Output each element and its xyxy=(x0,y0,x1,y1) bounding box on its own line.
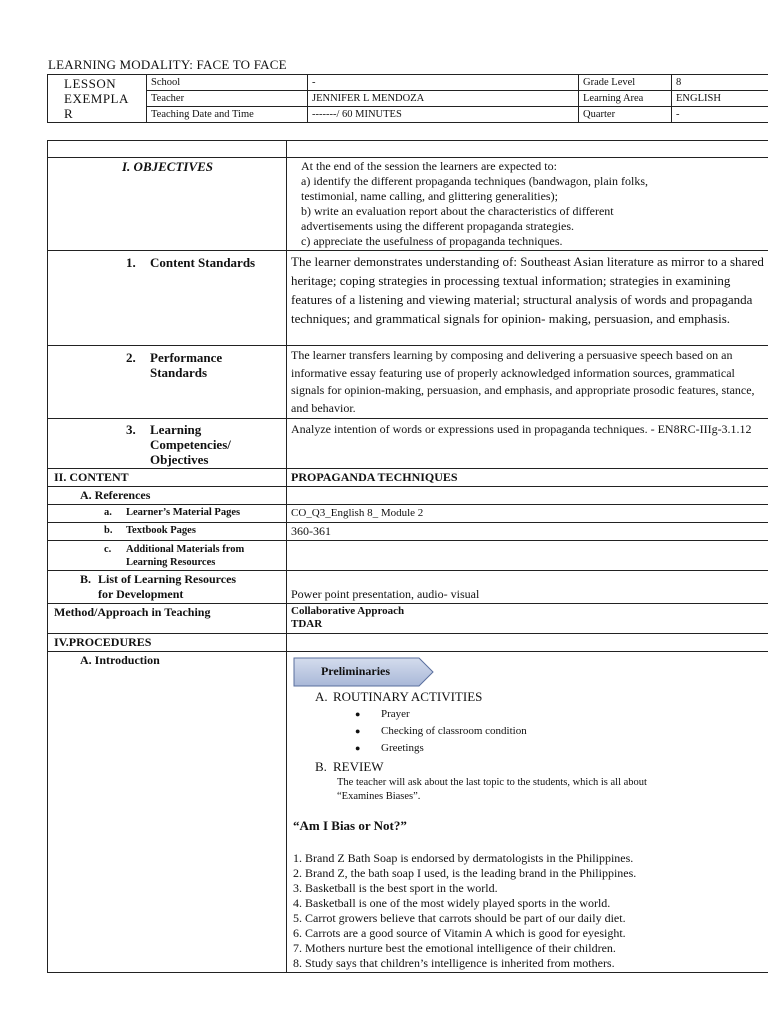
additional-materials-label-cell xyxy=(48,541,287,571)
objectives-line: b) write an evaluation report about the characteristics of different xyxy=(301,204,614,218)
list-item xyxy=(355,740,767,757)
review-heading xyxy=(291,759,767,774)
learning-area-value: ENGLISH xyxy=(672,91,768,107)
item-number: 2. xyxy=(126,350,136,365)
quarter-value: - xyxy=(672,107,768,123)
learning-resources-value: Power point presentation, audio- visual xyxy=(287,571,768,604)
learning-competencies-label: Competencies/ xyxy=(150,437,231,452)
teacher-label: Teacher xyxy=(147,91,308,107)
school-value: - xyxy=(308,75,579,91)
quiz-item: 8. Study says that children’s intelligence is inherited from mothers. xyxy=(293,956,615,970)
review-line: “Examines Biases”. xyxy=(337,791,421,802)
quiz-item: 5. Carrot growers believe that carrots should be part of our daily diet. xyxy=(293,911,626,925)
date-time-value: -------/ 60 MINUTES xyxy=(308,107,579,123)
page-title: LEARNING MODALITY: FACE TO FACE xyxy=(48,57,287,72)
textbook-pages-value: 360-361 xyxy=(287,523,768,541)
lesson-plan-table xyxy=(47,140,768,973)
date-time-label: Teaching Date and Time xyxy=(147,107,308,123)
school-label: School xyxy=(147,75,308,91)
method-value: Collaborative Approach xyxy=(291,605,405,617)
content-standards-label-cell xyxy=(48,251,287,346)
learning-competencies-label: Objectives xyxy=(150,452,209,467)
quiz-item: 6. Carrots are a good source of Vitamin A which is good for eyesight. xyxy=(293,926,626,940)
objectives-text xyxy=(287,158,768,251)
learning-resources-label: for Development xyxy=(98,587,184,601)
blank-cell xyxy=(287,487,768,505)
lesson-line: EXEMPLA xyxy=(64,91,129,106)
list-item xyxy=(355,723,767,740)
method-label: Method/Approach in Teaching xyxy=(48,604,287,634)
blank-cell xyxy=(287,634,768,652)
lesson-line: R xyxy=(64,106,74,121)
lm-pages-value: CO_Q3_English 8_ Module 2 xyxy=(287,505,768,523)
grade-level-label: Grade Level xyxy=(579,75,672,91)
routinary-list xyxy=(291,706,767,757)
references-heading: A. References xyxy=(48,487,287,505)
list-item-text: Greetings xyxy=(381,742,424,754)
performance-standards-label: Performance xyxy=(150,350,223,365)
item-letter: B. xyxy=(80,572,92,586)
lesson-line: LESSON xyxy=(64,76,117,91)
quiz-list xyxy=(291,851,767,971)
list-item-text: Prayer xyxy=(381,708,410,720)
learning-competencies-label-cell xyxy=(48,419,287,469)
grade-level-value: 8 xyxy=(672,75,768,91)
lesson-header-table xyxy=(47,74,768,123)
blank-cell xyxy=(48,141,287,158)
additional-materials-label: Additional Materials from xyxy=(126,544,245,555)
additional-materials-label: Learning Resources xyxy=(126,557,216,568)
quiz-item: 2. Brand Z, the bath soap I used, is the leading brand in the Philippines. xyxy=(293,866,637,880)
review-title: REVIEW xyxy=(333,759,384,774)
learning-resources-label: List of Learning Resources xyxy=(98,572,237,586)
quiz-item: 1. Brand Z Bath Soap is endorsed by dermatologists in the Philippines. xyxy=(293,851,634,865)
content-standards-text: The learner demonstrates understanding of: Southeast Asian literature as mirror to a shared heritage; coping strategies in processing textual information; strategies in examining features of a listening and viewing material; structural analysis of words and propaganda techniques; and grammatical signals for opinion- making, persuasion, and emphasis. xyxy=(287,251,768,346)
lm-pages-label-cell xyxy=(48,505,287,523)
introduction-label: A. Introduction xyxy=(48,652,287,973)
bullet-icon: ● xyxy=(355,743,361,753)
item-letter: B. xyxy=(315,759,327,774)
review-text xyxy=(291,776,767,804)
item-number: 3. xyxy=(126,422,136,437)
preliminaries-banner xyxy=(293,657,767,689)
routinary-title: ROUTINARY ACTIVITIES xyxy=(333,689,483,704)
objectives-line: At the end of the session the learners are expected to: xyxy=(301,159,557,173)
additional-materials-value xyxy=(287,541,768,571)
item-letter: b. xyxy=(104,525,113,536)
method-value-cell xyxy=(287,604,768,634)
quiz-item: 4. Basketball is one of the most widely played sports in the world. xyxy=(293,896,611,910)
teacher-value: JENNIFER L MENDOZA xyxy=(308,91,579,107)
method-value: TDAR xyxy=(291,618,323,630)
review-line: The teacher will ask about the last topic to the students, which is all about xyxy=(337,777,647,788)
item-number: 1. xyxy=(126,255,136,270)
item-letter: c. xyxy=(104,544,112,555)
item-letter: a. xyxy=(104,507,112,518)
lesson-exemplar-label xyxy=(48,75,147,123)
preliminaries-label: Preliminaries xyxy=(320,664,391,678)
bullet-icon: ● xyxy=(355,709,361,719)
textbook-pages-label: Textbook Pages xyxy=(126,525,196,536)
content-value: PROPAGANDA TECHNIQUES xyxy=(287,469,768,487)
learning-competencies-text: Analyze intention of words or expressions used in propaganda techniques. - EN8RC-IIIg-3.1.12 xyxy=(287,419,768,469)
content-standards-label: Content Standards xyxy=(150,255,256,270)
learning-area-label: Learning Area xyxy=(579,91,672,107)
item-letter: A. xyxy=(315,689,328,704)
objectives-line: c) appreciate the usefulness of propaganda techniques. xyxy=(301,234,563,248)
content-heading: II. CONTENT xyxy=(48,469,287,487)
performance-standards-label-cell xyxy=(48,346,287,419)
objectives-line: a) identify the different propaganda techniques (bandwagon, plain folks, xyxy=(301,174,648,188)
routinary-heading xyxy=(291,689,767,704)
procedures-heading: IV.PROCEDURES xyxy=(48,634,287,652)
list-item-text: Checking of classroom condition xyxy=(381,725,527,737)
introduction-content xyxy=(287,652,768,973)
quiz-title: “Am I Bias or Not?” xyxy=(293,818,407,833)
learning-competencies-label: Learning xyxy=(150,422,202,437)
quiz-item: 7. Mothers nurture best the emotional intelligence of their children. xyxy=(293,941,616,955)
quiz-item: 3. Basketball is the best sport in the world. xyxy=(293,881,498,895)
objectives-heading: I. OBJECTIVES xyxy=(48,158,287,251)
objectives-line: testimonial, name calling, and glittering generalities); xyxy=(301,189,558,203)
performance-standards-label: Standards xyxy=(150,365,208,380)
textbook-pages-label-cell xyxy=(48,523,287,541)
objectives-line: advertisements using the different propaganda strategies. xyxy=(301,219,575,233)
quarter-label: Quarter xyxy=(579,107,672,123)
bullet-icon: ● xyxy=(355,726,361,736)
learning-resources-label-cell xyxy=(48,571,287,604)
list-item xyxy=(355,706,767,723)
performance-standards-text: The learner transfers learning by composing and delivering a persuasive speech based on an informative essay featuring use of properly acknowledged information sources, grammatical signals for opinion-making, persuasion, and emphasis, and appropriate prosodic features, stance, and behavior. xyxy=(287,346,768,419)
blank-cell xyxy=(287,141,768,158)
lm-pages-label: Learner’s Material Pages xyxy=(126,507,241,518)
